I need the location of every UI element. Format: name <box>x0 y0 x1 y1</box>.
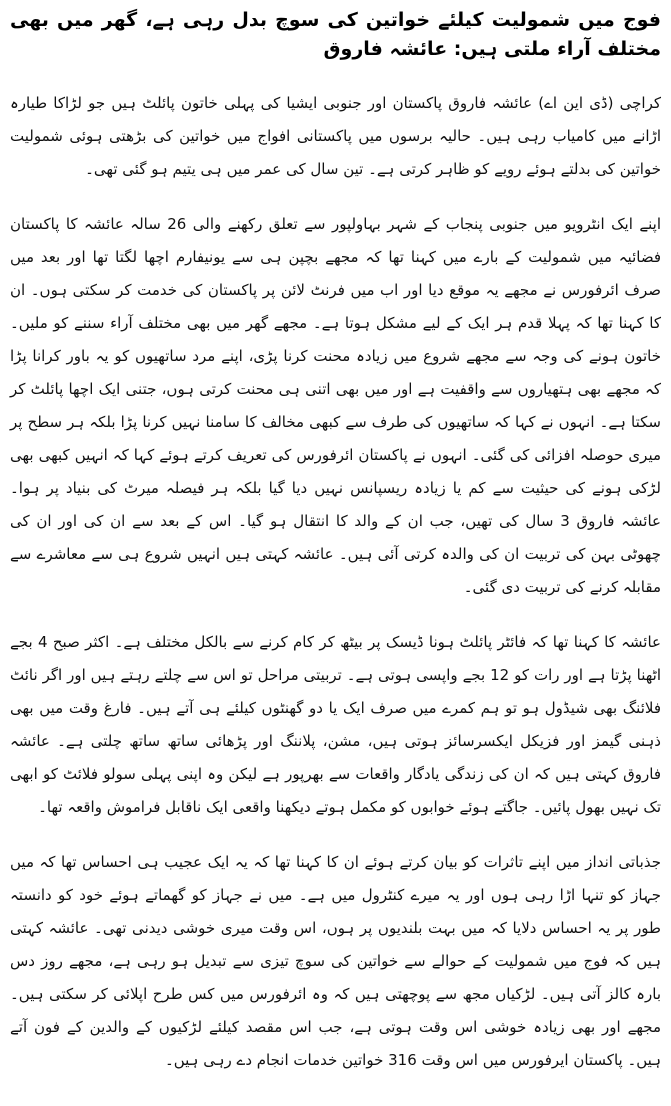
article-headline: فوج میں شمولیت کیلئے خواتین کی سوچ بدل رہی ہے، گھر میں بھی مختلف آراء ملتی ہیں: عائشہ فاروق <box>10 9 661 61</box>
article-paragraph-1: کراچی (ڈی این اے) عائشہ فاروق پاکستان اور جنوبی ایشیا کی پہلی خاتون پائلٹ ہیں جو لڑاکا طیارہ اڑانے میں کامیاب رہی ہیں۔ حالیہ برسوں میں پاکستانی افواج میں خواتین کی بڑھتی ہوئی شمولیت خواتین کی بدلتے ہوئے رویے کو ظاہر کرتی ہے۔ تین سال کی عمر میں ہی یتیم ہو گئی تھی۔ <box>10 93 661 178</box>
article-paragraph-4: جذباتی انداز میں اپنے تاثرات کو بیان کرتے ہوئے ان کا کہنا تھا کہ یہ ایک عجیب ہی احساس تھا کہ میں جہاز کو تنہا اڑا رہی ہوں اور یہ میرے کنٹرول میں ہے۔ میں نے جہاز کو گھماتے ہوئے خود کو دانستہ طور پر یہ احساس دلایا کہ میں بہت بلندیوں پر ہوں، اس وقت میری خوشی دیدنی تھی۔ عائشہ کہتی ہیں کہ فوج میں شمولیت کے حوالے سے خواتین کی سوچ تیزی سے تبدیل ہو رہی ہے، مجھے روز دس بارہ کالز آتی ہیں۔ لڑکیاں مجھ سے پوچھتی ہیں کہ وہ ائرفورس میں کس طرح اپلائی کر سکتی ہیں۔ مجھے اور بھی زیادہ خوشی اس وقت ہوتی ہے، جب اس مقصد کیلئے لڑکیوں کے والدین کے فون آتے ہیں۔ پاکستان ایرفورس میں اس وقت 316 خواتین خدمات انجام دے رہی ہیں۔ <box>10 852 661 1069</box>
article-paragraph-3: عائشہ کا کہنا تھا کہ فائٹر پائلٹ ہونا ڈیسک پر بیٹھ کر کام کرنے سے بالکل مختلف ہے۔ اکثر صبح 4 بجے اٹھنا پڑتا ہے اور رات کو 12 بجے واپسی ہوتی ہے۔ تربیتی مراحل تو اس سے چلتے رہتے ہیں اور اگر نائٹ فلائنگ بھی شیڈول ہو تو ہم کمرے میں صرف ایک یا دو گھنٹوں کیلئے ہی آتے ہیں۔ فارغ وقت میں بھی ذہنی گیمز اور فزیکل ایکسرسائز ہوتی ہیں، مشن، پلاننگ اور پڑھائی ساتھ ساتھ چلتی ہے۔ عائشہ فاروق کہتی ہیں کہ ان کی زندگی یادگار واقعات سے بھرپور ہے لیکن وہ اپنی پہلی سولو فلائٹ کو ابھی تک نہیں بھول پائیں۔ جاگتے ہوئے خوابوں کو مکمل ہوتے دیکھنا واقعی ایک ناقابل فراموش واقعہ تھا۔ <box>10 632 661 816</box>
article-paragraph-2: اپنے ایک انٹرویو میں جنوبی پنجاب کے شہر بہاولپور سے تعلق رکھنے والی 26 سالہ عائشہ کا پاکستان فضائیہ میں شمولیت کے بارے میں کہنا تھا کہ مجھے بچپن ہی سے یونیفارم اچھا لگتا تھا اور بعد میں صرف ائرفورس نے مجھے یہ موقع دیا اور اب میں فرنٹ لائن پر پاکستان کی خدمت کر سکتی ہوں۔ ان کا کہنا تھا کہ پہلا قدم ہر ایک کے لیے مشکل ہوتا ہے۔ مجھے گھر میں بھی مختلف آراء سننے کو ملیں۔ خاتون ہونے کی وجہ سے مجھے شروع میں زیادہ محنت کرنا پڑی، اپنے مرد ساتھیوں کو یہ باور کرانا پڑا کہ مجھے بھی ہتھیاروں سے واقفیت ہے اور میں بھی اتنی ہی محنت کرتی ہوں، جتنی ایک اچھا پائلٹ کر سکتا ہے۔ انہوں نے کہا کہ ساتھیوں کی طرف سے کبھی مخالف کا سامنا نہیں کرنا پڑا بلکہ ہر سطح پر میری حوصلہ افزائی کی گئی۔ انہوں نے پاکستان ائرفورس کی تعریف کرتے ہوئے کہا کہ انہیں کبھی بھی لڑکی ہونے کی حیثیت سے کم یا زیادہ ریسپانس نہیں دیا گیا بلکہ ہر فیصلہ میرٹ کی بنیاد پر ہوا۔ عائشہ فاروق 3 سال کی تھیں، جب ان کے والد کا انتقال ہو گیا۔ اس کے بعد سے ان کی اور ان کی چھوٹی بہن کی تربیت ان کی والدہ کرتی آئی ہیں۔ عائشہ کہتی ہیں انہیں شروع ہی سے معاشرے سے مقابلہ کرنے کی تربیت دی گئی۔ <box>10 214 662 596</box>
